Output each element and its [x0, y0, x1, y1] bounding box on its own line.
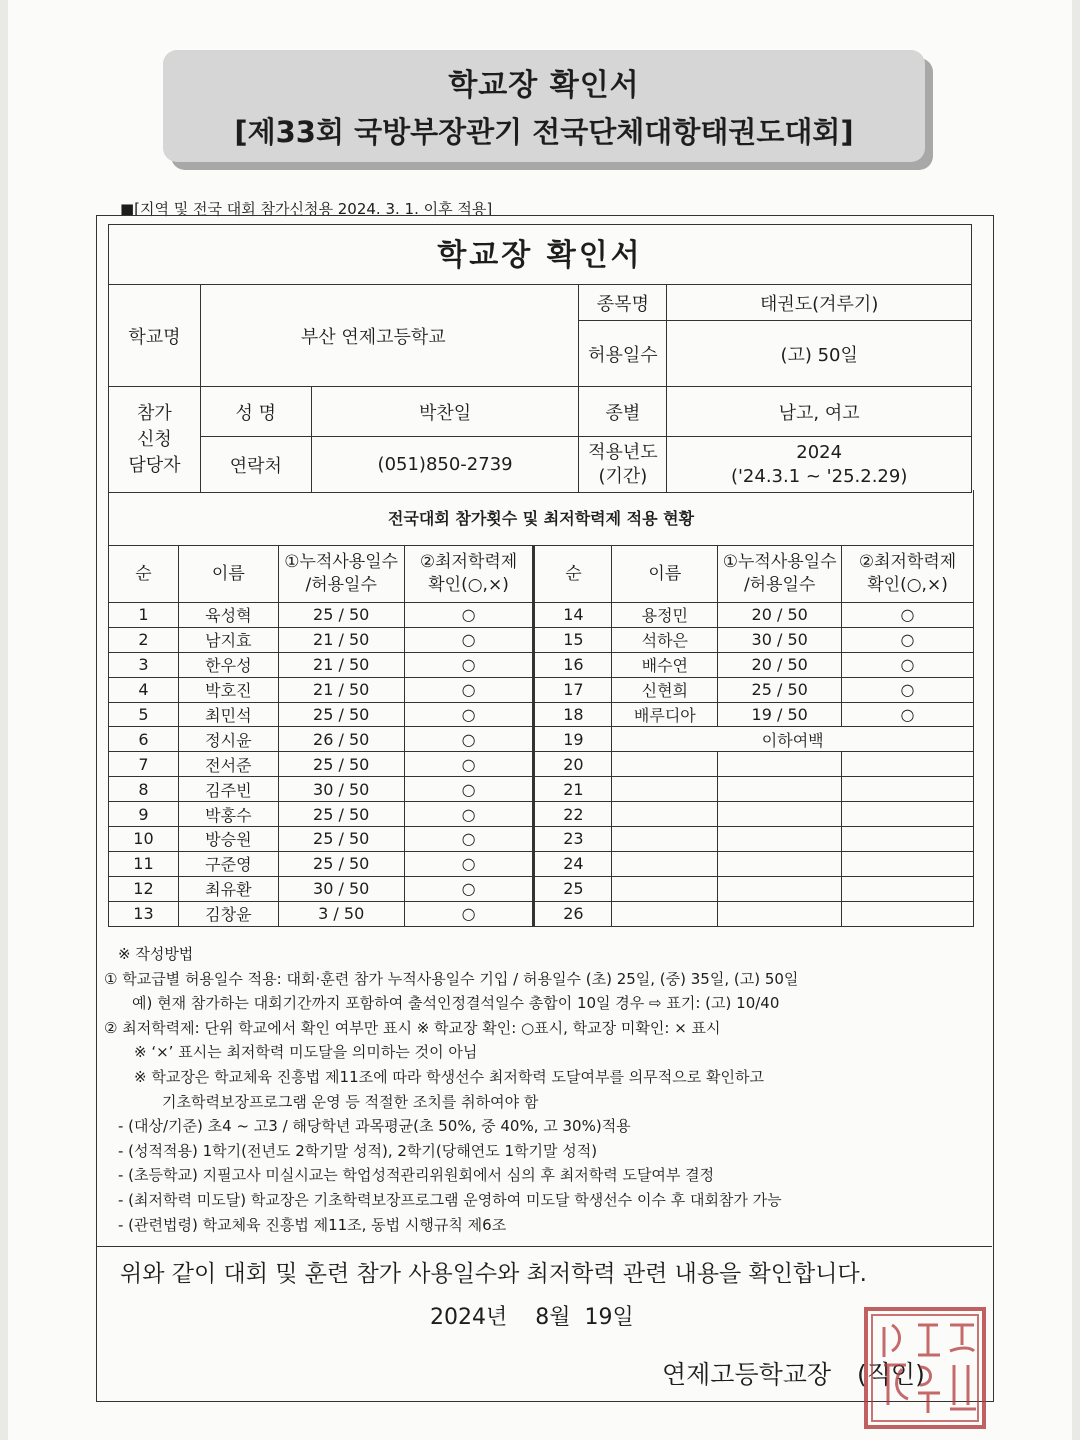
cell-days: 21 / 50 — [278, 652, 404, 677]
table-row — [109, 901, 974, 926]
cell-days: 30 / 50 — [718, 627, 842, 652]
cell-check: ○ — [404, 901, 534, 926]
cell-check: ○ — [404, 876, 534, 901]
table-row — [109, 702, 974, 727]
apply-year-cell — [667, 437, 972, 493]
cell-days: 20 / 50 — [718, 652, 842, 677]
cell-name: 김주빈 — [178, 777, 278, 802]
cell-check — [842, 752, 974, 777]
cell-check: ○ — [404, 677, 534, 702]
blank-below-note: 이하여백 — [612, 727, 974, 752]
cell-days: 25 / 50 — [278, 603, 404, 628]
cell-no: 9 — [109, 802, 179, 827]
cell-name: 용정민 — [612, 603, 718, 628]
cell-days — [718, 777, 842, 802]
cell-no: 12 — [109, 876, 179, 901]
school-name-value: 부산 연제고등학교 — [200, 285, 579, 387]
cell-name — [612, 827, 718, 852]
cell-check: ○ — [404, 627, 534, 652]
cell-no: 22 — [534, 802, 612, 827]
table-row — [109, 677, 974, 702]
header-days: ①누적사용일수 /허용일수 — [278, 546, 404, 603]
header-check-right: ②최저학력제 확인(○,×) — [842, 546, 974, 603]
method-line-10: - (최저학력 미도달) 학교장은 기초학력보장프로그램 운영하여 미도달 학생선수 이수 후 대회참가 가능 — [118, 1190, 782, 1209]
cell-name: 최유환 — [178, 876, 278, 901]
cell-days: 25 / 50 — [278, 802, 404, 827]
event-label: 종목명 — [579, 285, 667, 321]
seal-label: (직인) — [857, 1360, 925, 1389]
cell-name: 한우성 — [178, 652, 278, 677]
cell-name — [612, 777, 718, 802]
header-no: 순 — [109, 546, 179, 603]
cell-days: 25 / 50 — [278, 702, 404, 727]
date-month: 8월 — [535, 1305, 571, 1330]
cell-no: 20 — [534, 752, 612, 777]
cell-no: 4 — [109, 677, 179, 702]
cell-no: 25 — [534, 876, 612, 901]
cell-no: 3 — [109, 652, 179, 677]
cell-no: 18 — [534, 702, 612, 727]
principal-title: 연제고등학교장 — [662, 1360, 832, 1389]
category-label: 종별 — [579, 387, 667, 437]
title-banner — [163, 50, 925, 162]
table-row — [109, 603, 974, 628]
contact-phone-label: 연락처 — [200, 437, 311, 493]
cell-check: ○ — [404, 802, 534, 827]
cell-name — [612, 876, 718, 901]
writing-instructions — [104, 942, 988, 1237]
cell-name: 최민석 — [178, 702, 278, 727]
method-line-5: ※ 학교장은 학교체육 진흥법 제11조에 따라 학생선수 최저학력 도달여부를 의무적으로 확인하고 — [134, 1067, 764, 1086]
event-value: 태권도(겨루기) — [667, 285, 972, 321]
date-year: 2024년 — [430, 1305, 508, 1330]
cell-no: 6 — [109, 727, 179, 752]
cell-check — [842, 802, 974, 827]
method-line-3: ② 최저학력제: 단위 학교에서 확인 여부만 표시 ※ 학교장 확인: ○표시, 학교장 미확인: × 표시 — [104, 1018, 721, 1037]
contact-phone-value: (051)850-2739 — [311, 437, 579, 493]
header-no-right: 순 — [534, 546, 612, 603]
table-row — [109, 627, 974, 652]
cell-check — [842, 777, 974, 802]
cell-days — [718, 802, 842, 827]
cell-days: 3 / 50 — [278, 901, 404, 926]
cell-name: 남지효 — [178, 627, 278, 652]
apply-period-value: ('24.3.1 ~ '25.2.29) — [730, 465, 908, 487]
cell-name: 배수연 — [612, 652, 718, 677]
method-line-4: ※ ‘×’ 표시는 최저학력 미도달을 의미하는 것이 아님 — [134, 1043, 478, 1062]
table-row — [109, 851, 974, 876]
cell-no: 21 — [534, 777, 612, 802]
table-row — [109, 727, 974, 752]
contact-group-label: 참가 신청 담당자 — [109, 387, 201, 493]
cell-check — [842, 827, 974, 852]
header-check: ②최저학력제 확인(○,×) — [404, 546, 534, 603]
cell-check: ○ — [404, 777, 534, 802]
cell-name: 배루디아 — [612, 702, 718, 727]
contact-name-label: 성 명 — [200, 387, 311, 437]
cell-no: 7 — [109, 752, 179, 777]
table-row — [109, 827, 974, 852]
cell-check: ○ — [404, 603, 534, 628]
cell-check — [842, 901, 974, 926]
cell-no: 16 — [534, 652, 612, 677]
cell-days — [718, 901, 842, 926]
cell-no: 26 — [534, 901, 612, 926]
cell-no: 24 — [534, 851, 612, 876]
cell-name: 정시윤 — [178, 727, 278, 752]
cell-check — [842, 876, 974, 901]
cell-check: ○ — [842, 677, 974, 702]
confirmation-text: 위와 같이 대회 및 훈련 참가 사용일수와 최저학력 관련 내용을 확인합니다. — [120, 1261, 867, 1287]
school-seal-stamp — [862, 1305, 988, 1431]
participants-header-row — [109, 546, 974, 603]
cell-no: 10 — [109, 827, 179, 852]
cell-name: 석하은 — [612, 627, 718, 652]
apply-year-value: 2024 — [796, 441, 843, 463]
cell-name — [612, 752, 718, 777]
cell-no: 13 — [109, 901, 179, 926]
cell-check: ○ — [404, 702, 534, 727]
method-line-2: 예) 현재 참가하는 대회기간까지 포함하여 출석인정결석일수 총합이 10일 경우 ⇨ 표기: (고) 10/40 — [132, 994, 780, 1013]
cell-check: ○ — [404, 652, 534, 677]
cell-days: 19 / 50 — [718, 702, 842, 727]
cell-check: ○ — [404, 752, 534, 777]
cell-check: ○ — [842, 652, 974, 677]
cell-name: 방승원 — [178, 827, 278, 852]
cell-check: ○ — [842, 702, 974, 727]
cell-name: 박홍수 — [178, 802, 278, 827]
method-line-6: 기초학력보장프로그램 운영 등 적절한 조치를 취하여야 함 — [162, 1092, 539, 1111]
header-name: 이름 — [178, 546, 278, 603]
section-title: 전국대회 참가횟수 및 최저학력제 적용 현황 — [108, 490, 974, 546]
method-line-1: ① 학교급별 허용일수 적용: 대회·훈련 참가 누적사용일수 기입 / 허용일수 (초) 25일, (중) 35일, (고) 50일 — [104, 969, 799, 988]
cell-name: 김창윤 — [178, 901, 278, 926]
date-day: 19일 — [584, 1305, 634, 1330]
header-days-right: ①누적사용일수 /허용일수 — [718, 546, 842, 603]
cell-name — [612, 851, 718, 876]
method-line-11: - (관련법령) 학교체육 진흥법 제11조, 동법 시행규칙 제6조 — [118, 1215, 507, 1234]
allowed-days-label: 허용일수 — [579, 321, 667, 387]
form-title: 학교장 확인서 — [108, 224, 972, 287]
cell-no: 17 — [534, 677, 612, 702]
cell-no: 14 — [534, 603, 612, 628]
cell-days: 30 / 50 — [278, 777, 404, 802]
table-row — [109, 752, 974, 777]
cell-days: 30 / 50 — [278, 876, 404, 901]
application-note: ■[지역 및 전국 대회 참가신청용 2024. 3. 1. 이후 적용] — [120, 200, 493, 218]
cell-days — [718, 752, 842, 777]
cell-no: 15 — [534, 627, 612, 652]
cell-days: 25 / 50 — [718, 677, 842, 702]
cell-days: 20 / 50 — [718, 603, 842, 628]
cell-name: 신현희 — [612, 677, 718, 702]
table-row — [109, 876, 974, 901]
cell-days — [718, 876, 842, 901]
method-title: ※ 작성방법 — [118, 945, 194, 963]
apply-year-label: 적용년도 (기간) — [579, 437, 667, 493]
cell-name: 전서준 — [178, 752, 278, 777]
cell-name: 박호진 — [178, 677, 278, 702]
cell-check: ○ — [842, 627, 974, 652]
participants-table — [108, 545, 974, 927]
cell-days: 21 / 50 — [278, 677, 404, 702]
cell-no: 1 — [109, 603, 179, 628]
cell-no: 5 — [109, 702, 179, 727]
category-value: 남고, 여고 — [667, 387, 972, 437]
cell-name: 육성혁 — [178, 603, 278, 628]
cell-check: ○ — [404, 727, 534, 752]
cell-check: ○ — [842, 603, 974, 628]
method-line-7: - (대상/기준) 초4 ~ 고3 / 해당학년 과목평균(초 50%, 중 40%, 고 30%)적용 — [118, 1117, 631, 1136]
school-name-label: 학교명 — [109, 285, 201, 387]
cell-name: 구준영 — [178, 851, 278, 876]
cell-name — [612, 901, 718, 926]
cell-no: 23 — [534, 827, 612, 852]
cell-days: 25 / 50 — [278, 827, 404, 852]
contact-name-value: 박찬일 — [311, 387, 579, 437]
cell-days: 25 / 50 — [278, 752, 404, 777]
confirmation-date — [430, 1300, 634, 1331]
school-info-table — [108, 284, 972, 493]
cell-no: 2 — [109, 627, 179, 652]
allowed-days-value: (고) 50일 — [667, 321, 972, 387]
cell-check — [842, 851, 974, 876]
cell-check: ○ — [404, 827, 534, 852]
cell-days: 26 / 50 — [278, 727, 404, 752]
banner-title: 학교장 확인서 — [448, 68, 640, 103]
table-row — [109, 652, 974, 677]
cell-days — [718, 851, 842, 876]
divider — [96, 1246, 992, 1247]
cell-no: 19 — [534, 727, 612, 752]
cell-no: 11 — [109, 851, 179, 876]
method-line-8: - (성적적용) 1학기(전년도 2학기말 성적), 2학기(당해연도 1학기말 성적) — [118, 1141, 598, 1160]
banner-event-title: [제33회 국방부장관기 전국단체대항태권도대회] — [234, 115, 854, 149]
table-row — [109, 802, 974, 827]
header-name-right: 이름 — [612, 546, 718, 603]
cell-no: 8 — [109, 777, 179, 802]
method-line-9: - (초등학교) 지필고사 미실시교는 학업성적관리위원회에서 심의 후 최저학력 도달여부 결정 — [118, 1166, 715, 1185]
cell-days — [718, 827, 842, 852]
cell-days: 25 / 50 — [278, 851, 404, 876]
cell-name — [612, 802, 718, 827]
cell-days: 21 / 50 — [278, 627, 404, 652]
cell-check: ○ — [404, 851, 534, 876]
table-row — [109, 777, 974, 802]
